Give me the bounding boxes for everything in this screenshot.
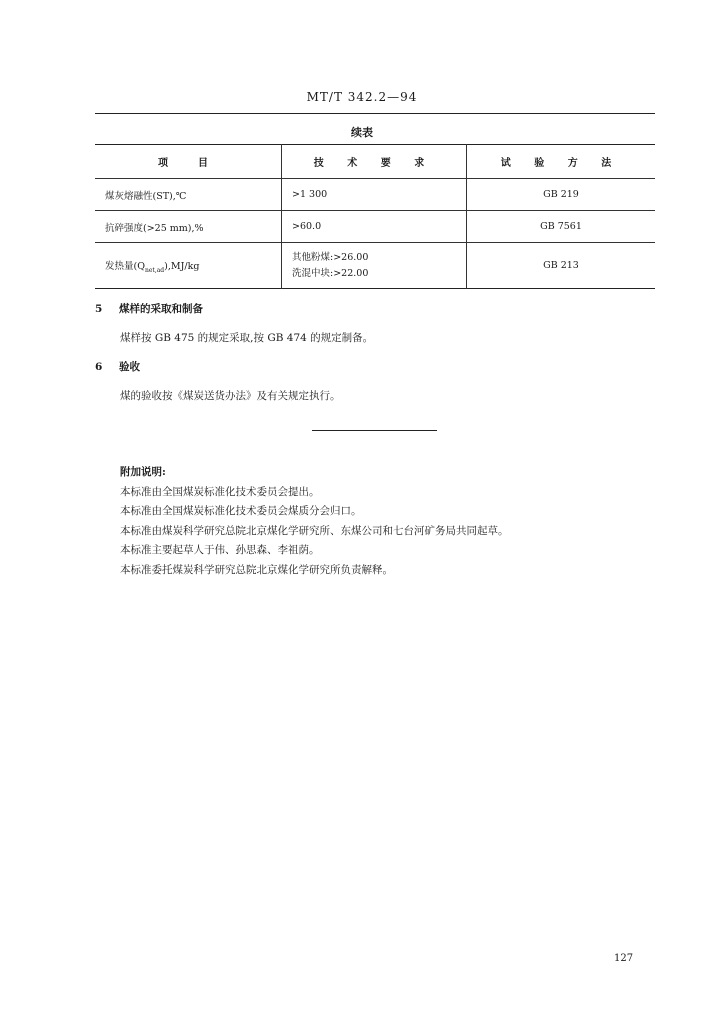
notes-line: 本标准由全国煤炭标准化技术委员会提出。	[120, 485, 320, 498]
header-rule	[95, 113, 655, 114]
row-item-text: 发热量(Q	[105, 260, 145, 272]
notes-line: 本标准由煤炭科学研究总院北京煤化学研究所、东煤公司和七台河矿务局共同起草。	[120, 524, 509, 537]
table-row	[95, 211, 655, 243]
row-item: 煤灰熔融性(ST),℃	[95, 179, 282, 211]
row-item	[95, 243, 282, 289]
row-requirement	[282, 243, 467, 289]
row-item: 抗碎强度(>25 mm),%	[95, 211, 282, 243]
section-number: 6	[95, 361, 103, 373]
row-method: GB 219	[543, 189, 579, 200]
table-row	[95, 179, 655, 211]
row-method: GB 7561	[540, 221, 582, 232]
row-method: GB 213	[543, 260, 579, 271]
requirement-line: 洗混中块:>22.00	[292, 267, 369, 279]
section-6-text: 煤的验收按《煤炭送货办法》及有关规定执行。	[120, 390, 341, 402]
section-5-heading	[95, 301, 203, 316]
row-requirement: >1 300	[282, 179, 467, 211]
notes-line: 本标准由全国煤炭标准化技术委员会煤质分会归口。	[120, 505, 362, 517]
requirement-line: 其他粉煤:>26.00	[292, 251, 369, 263]
section-6-heading	[95, 359, 140, 374]
page-number: 127	[614, 953, 634, 964]
notes-line: 本标准主要起草人于伟、孙思森、李祖荫。	[120, 544, 320, 556]
notes-line: 本标准委托煤炭科学研究总院北京煤化学研究所负责解释。	[120, 563, 393, 576]
header-requirement: 技 术 要 求	[282, 145, 467, 179]
additional-notes	[120, 463, 509, 580]
notes-title: 附加说明:	[120, 466, 166, 478]
header-item: 项 目	[95, 145, 282, 179]
document-header: MT/T 342.2—94	[306, 90, 418, 104]
row-requirement: >60.0	[282, 211, 467, 243]
end-divider	[312, 430, 437, 431]
section-5-text: 煤样按 GB 475 的规定采取,按 GB 474 的规定制备。	[120, 332, 374, 344]
table-caption: 续表	[351, 126, 373, 139]
row-item-subscript: net,ad	[145, 266, 165, 274]
table-row	[95, 243, 655, 289]
section-title: 验收	[119, 361, 140, 373]
table-header-row	[95, 145, 655, 179]
header-method: 试 验 方 法	[500, 158, 622, 169]
section-title: 煤样的采取和制备	[119, 303, 203, 315]
row-item-tail: ),MJ/kg	[164, 260, 200, 272]
section-number: 5	[95, 303, 103, 315]
spec-table	[95, 144, 655, 289]
